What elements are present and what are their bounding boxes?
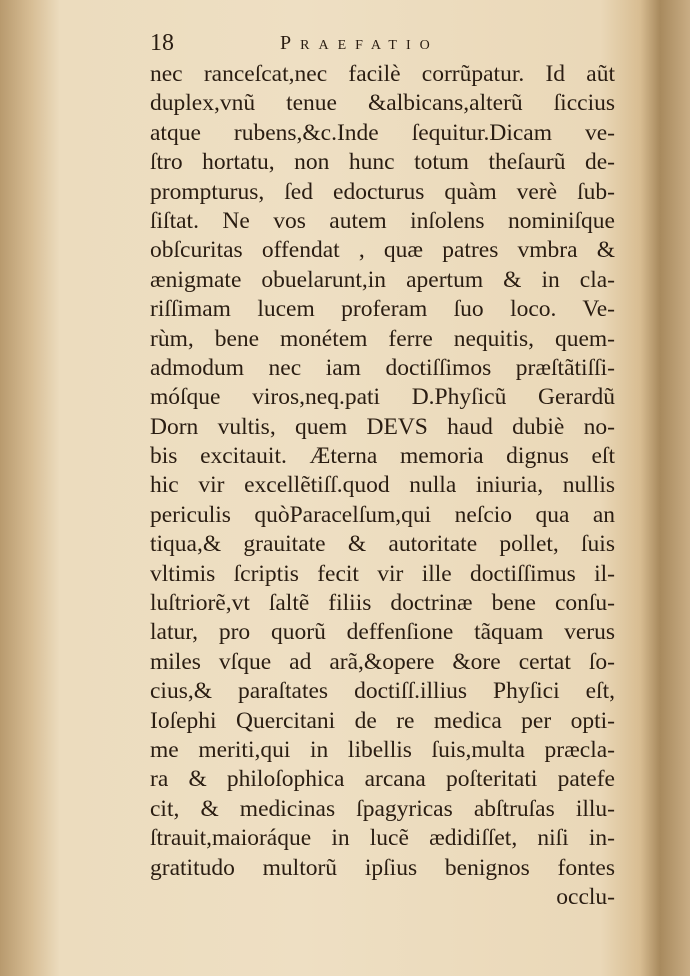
text-line: hic vir excellẽtiſſ.quod nulla iniuria, nullis bbox=[150, 472, 615, 499]
text-line: miles vſque ad arã,&opere &ore certat ſo- bbox=[150, 648, 615, 675]
text-line: tiqua,& grauitate & autoritate pollet, ſuis bbox=[150, 531, 615, 558]
text-line: cit, & medicinas ſpagyricas abſtruſas illu- bbox=[150, 795, 615, 822]
text-line: obſcuritas offendat , quæ patres vmbra & bbox=[150, 237, 615, 264]
running-head: Praefatio bbox=[280, 32, 439, 54]
text-line: ſtro hortatu, non hunc totum theſaurũ de- bbox=[150, 149, 615, 176]
text-line: nec ranceſcat,nec facilè corrũpatur. Id aũt bbox=[150, 61, 615, 87]
text-line: ſiſtat. Ne vos autem inſolens nominiſque bbox=[150, 207, 615, 234]
text-line: prompturus, ſed edocturus quàm verè ſub- bbox=[150, 178, 615, 205]
text-line: ſtrauit,maioráque in lucẽ ædidiſſet, niſi in- bbox=[150, 825, 615, 852]
text-line: periculis quòParacelſum,qui neſcio qua an bbox=[150, 501, 615, 528]
text-line: riſſimam lucem proferam ſuo loco. Ve- bbox=[150, 296, 615, 323]
text-line: luſtriorẽ,vt ſaltẽ filiis doctrinæ bene conſu- bbox=[150, 590, 615, 617]
text-line: latur, pro quorũ deffenſione tãquam verus bbox=[150, 619, 615, 646]
text-line: ra & philoſophica arcana poſteritati patefe bbox=[150, 766, 615, 793]
text-line: atque rubens,&c.Inde ſequitur.Dicam ve- bbox=[150, 119, 615, 146]
page-header bbox=[150, 30, 630, 60]
text-line: gratitudo multorũ ipſius benignos fontes bbox=[150, 854, 615, 881]
text-line: cius,& paraſtates doctiſſ.illius Phyſici eſt, bbox=[150, 678, 615, 705]
body-text bbox=[150, 60, 615, 912]
page-number: 18 bbox=[150, 30, 174, 56]
text-line: rùm, bene monétem ferre nequitis, quem- bbox=[150, 325, 615, 352]
text-line: vltimis ſcriptis fecit vir ille doctiſſimus il- bbox=[150, 560, 615, 587]
text-line: móſque viros,neq.pati D.Phyſicũ Gerardũ bbox=[150, 384, 615, 411]
book-page bbox=[40, 0, 660, 976]
catchword: occlu- bbox=[556, 883, 615, 910]
text-line: me meriti,qui in libellis ſuis,multa præcla- bbox=[150, 736, 615, 763]
text-line: ænigmate obuelarunt,in apertum & in cla- bbox=[150, 266, 615, 293]
text-line: admodum nec iam doctiſſimos præſtãtiſſi- bbox=[150, 354, 615, 381]
text-line: duplex,vnũ tenue &albicans,alterũ ſiccius bbox=[150, 90, 615, 117]
text-line: Dorn vultis, quem DEVS haud dubiè no- bbox=[150, 413, 615, 440]
text-line: Ioſephi Quercitani de re medica per opti- bbox=[150, 707, 615, 734]
text-line: bis excitauit. Æterna memoria dignus eſt bbox=[150, 443, 615, 470]
